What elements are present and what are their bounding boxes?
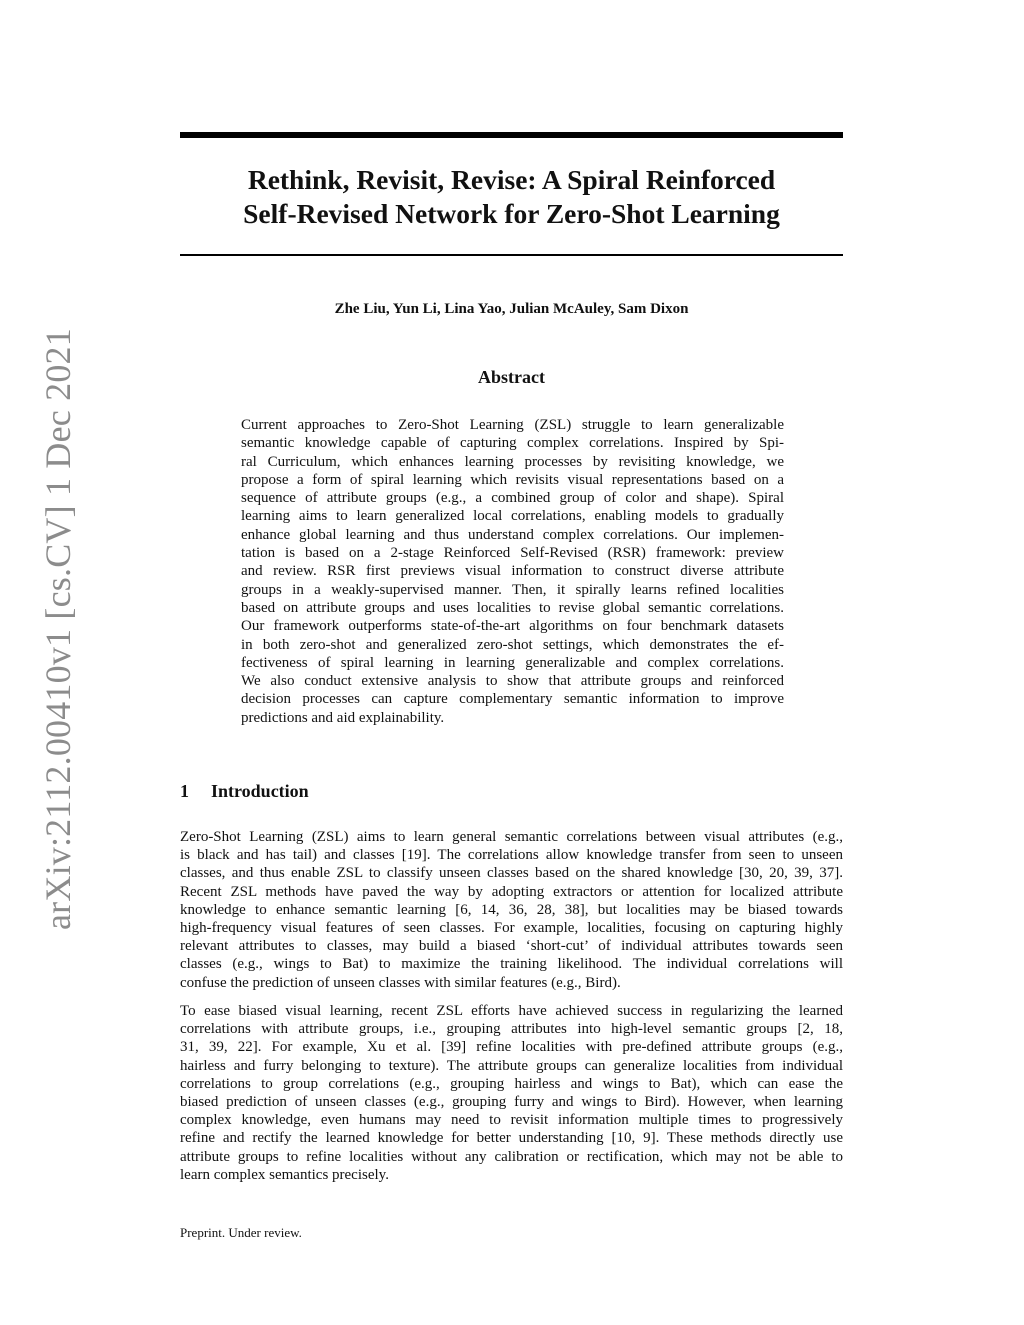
title-top-rule: [180, 132, 843, 138]
abstract-line: in both zero-shot and generalized zero-shot settings, which demonstrates the ef-: [241, 636, 784, 653]
abstract-line: predictions and aid explainability.: [241, 709, 445, 726]
paragraph-line: hairless and furry belonging to texture). The attribute groups can generalize localities from individual: [180, 1057, 843, 1074]
abstract-heading: Abstract: [478, 367, 545, 387]
section-heading-introduction: [180, 780, 843, 802]
paragraph-line: learn complex semantics precisely.: [180, 1166, 389, 1183]
abstract-line: fectiveness of spiral learning in learning generalizable and complex correlations.: [241, 654, 784, 671]
abstract-line: propose a form of spiral learning which revisits visual representations based on a: [241, 471, 784, 488]
section-title: Introduction: [211, 781, 309, 801]
author-list: Zhe Liu, Yun Li, Lina Yao, Julian McAuley, Sam Dixon: [334, 301, 689, 317]
abstract-line: We also conduct extensive analysis to show that attribute groups and reinforced: [241, 673, 784, 690]
paragraph-line: correlations to group correlations (e.g., grouping hairless and wings to Bat), which can ease the: [180, 1075, 843, 1092]
paragraph-line: To ease biased visual learning, recent ZSL efforts have achieved success in regularizing the learned: [180, 1003, 843, 1019]
arxiv-side-stamp: arXiv:2112.00410v1 [cs.CV] 1 Dec 2021: [38, 328, 78, 930]
abstract-body: [241, 416, 784, 727]
paper-title-line-1: Rethink, Revisit, Revise: A Spiral Reinforced: [247, 164, 776, 195]
abstract-line: based on attribute groups and uses localities to revise global semantic correlations.: [241, 599, 784, 616]
paragraph-line: Recent ZSL methods have paved the way by adopting extractors or attention for localized attribute: [180, 883, 843, 900]
paper-title-line-2: Self-Revised Network for Zero-Shot Learning: [243, 198, 780, 229]
paragraph-line: Zero-Shot Learning (ZSL) aims to learn general semantic correlations between visual attributes (e.g.,: [180, 829, 843, 845]
abstract-line: groups in a weakly-supervised manner. Then, it spirally learns refined localities: [241, 581, 784, 598]
abstract-line: enhance global learning and thus understand complex correlations. Our implemen-: [241, 526, 784, 543]
paragraph-line: high-frequency visual features of seen classes. For example, localities, focusing on capturing highly: [180, 920, 843, 937]
paragraph-line: classes, and thus enable ZSL to classify unseen classes based on the shared knowledge [30, 20, 39, 37].: [180, 865, 843, 882]
abstract-line: decision processes can capture complementary semantic information to improve: [241, 691, 784, 708]
abstract-line: sequence of attribute groups (e.g., a combined group of color and shape). Spiral: [241, 490, 784, 507]
title-bottom-rule: [180, 254, 843, 256]
paper-title: [180, 163, 843, 231]
abstract-line: and review. RSR first previews visual information to construct diverse attribute: [241, 563, 784, 580]
preprint-footnote: Preprint. Under review.: [180, 1225, 302, 1240]
intro-paragraph-1: [180, 828, 843, 992]
section-number: 1: [180, 781, 189, 801]
abstract-line: Our framework outperforms state-of-the-art algorithms on four benchmark datasets: [241, 618, 784, 635]
abstract-line: learning aims to learn generalized local correlations, enabling models to gradually: [241, 508, 784, 525]
paragraph-line: classes (e.g., wings to Bat) to maximize the training likelihood. The individual correlations will: [180, 956, 843, 973]
abstract-line: ral Curriculum, which enhances learning processes by revisiting knowledge, we: [241, 453, 784, 470]
paragraph-line: relevant attributes to classes, may build a biased ‘short-cut’ of individual attributes towards seen: [180, 938, 843, 955]
abstract-line: semantic knowledge capable of capturing complex correlations. Inspired by Spi-: [241, 435, 784, 452]
paragraph-line: knowledge to enhance semantic learning [6, 14, 36, 28, 38], but localities may be biased towards: [180, 901, 843, 918]
paragraph-line: confuse the prediction of unseen classes with similar features (e.g., Bird).: [180, 974, 621, 991]
abstract-line: tation is based on a 2-stage Reinforced Self-Revised (RSR) framework: preview: [241, 545, 784, 562]
paragraph-line: attribute groups to refine localities without any calibration or rectification, which may not be able to: [180, 1148, 843, 1165]
paragraph-line: correlations with attribute groups, i.e., grouping attributes into high-level semantic groups [2, 18,: [180, 1021, 843, 1038]
paragraph-line: complex knowledge, even humans may need to revisit information multiple times to progressively: [180, 1112, 843, 1129]
intro-paragraph-2: [180, 1002, 843, 1184]
paragraph-line: is black and has tail) and classes [19]. The correlations allow knowledge transfer from seen to unseen: [180, 847, 843, 864]
paragraph-line: 31, 39, 22]. For example, Xu et al. [39] refine localities with pre-defined attribute groups (e.g.,: [180, 1039, 843, 1056]
paragraph-line: biased prediction of unseen classes (e.g., grouping furry and wings to Bird). However, when learning: [180, 1094, 843, 1111]
abstract-line: Current approaches to Zero-Shot Learning (ZSL) struggle to learn generalizable: [241, 417, 784, 433]
paragraph-line: refine and rectify the learned knowledge for better understanding [10, 9]. These methods directly use: [180, 1130, 843, 1147]
